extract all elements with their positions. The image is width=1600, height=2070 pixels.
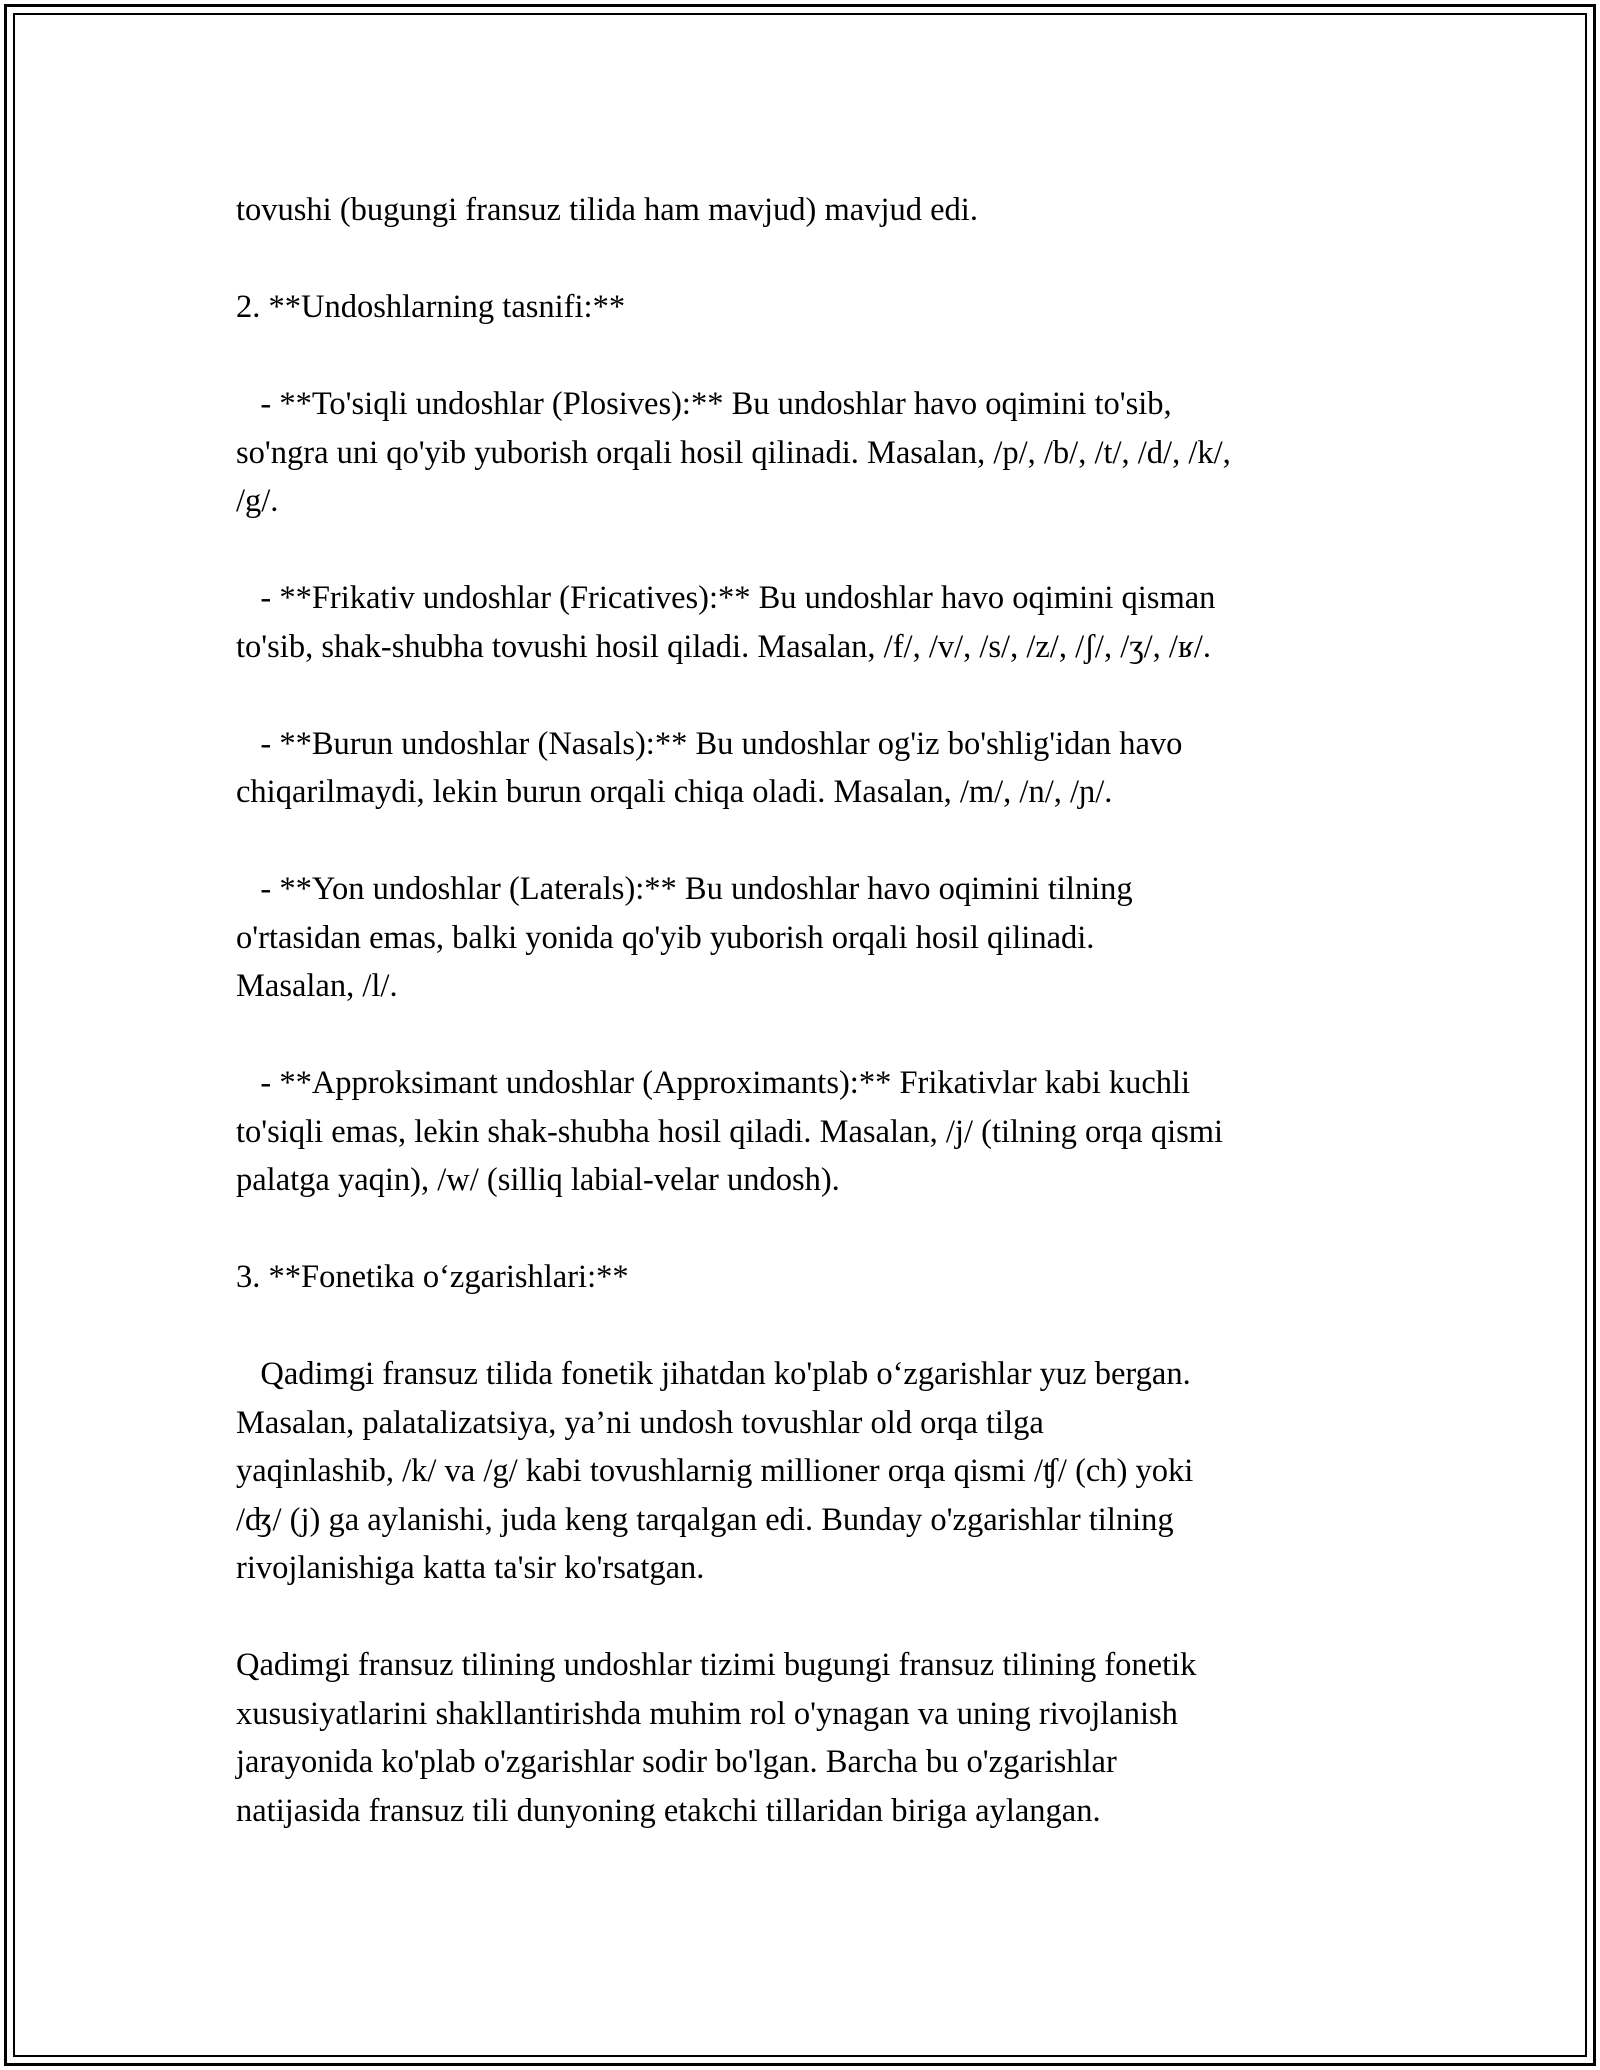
list-item-laterals: - **Yon undoshlar (Laterals):** Bu undoshlar havo oqimini tilning o'rtasidan emas, balki yonida qo'yib yuborish orqali hosil qilinadi. Masalan, /l/. <box>236 871 1133 1004</box>
heading-consonant-classification: 2. **Undoshlarning tasnifi:** <box>236 289 626 325</box>
list-item-approximants: - **Approksimant undoshlar (Approximants):** Frikativlar kabi kuchli to'siqli emas, lekin shak-shubha hosil qiladi. Masalan, /j/ (tilning orqa qismi palatga yaqin), /w/ (silliq labial-velar undosh). <box>236 1065 1224 1198</box>
paragraph-palatalization: Qadimgi fransuz tilida fonetik jihatdan ko'plab o‘zgarishlar yuz bergan. Masalan, palatalizatsiya, ya’ni undosh tovushlar old orqa tilga yaqinlashib, /k/ va /g/ kabi tovushlarnig millioner orqa qismi /ʧ/ (ch) yoki /ʤ/ (j) ga aylanishi, juda keng tarqalgan edi. Bunday o'zgarishlar tilning rivojlanishiga katta ta'sir ko'rsatgan. <box>236 1356 1194 1586</box>
paragraph-conclusion: Qadimgi fransuz tilining undoshlar tizimi bugungi fransuz tilining fonetik xususiyatlarini shakllantirishda muhim rol o'ynagan va uning rivojlanish jarayonida ko'plab o'zgarishlar sodir bo'lgan. Barcha bu o'zgarishlar natijasida fransuz tili dunyoning etakchi tillaridan biriga aylangan. <box>236 1647 1197 1829</box>
paragraph-continuation: tovushi (bugungi fransuz tilida ham mavjud) mavjud edi. <box>236 192 978 228</box>
page-content <box>236 186 1376 1835</box>
list-item-nasals: - **Burun undoshlar (Nasals):** Bu undoshlar og'iz bo'shlig'idan havo chiqarilmaydi, lekin burun orqali chiqa oladi. Masalan, /m/, /n/, /ɲ/. <box>236 725 1183 810</box>
heading-phonetic-changes: 3. **Fonetika o‘zgarishlari:** <box>236 1259 629 1295</box>
list-item-plosives: - **To'siqli undoshlar (Plosives):** Bu undoshlar havo oqimini to'sib, so'ngra uni qo'yib yuborish orqali hosil qilinadi. Masalan, /p/, /b/, /t/, /d/, /k/, /g/. <box>236 386 1231 519</box>
list-item-fricatives: - **Frikativ undoshlar (Fricatives):** Bu undoshlar havo oqimini qisman to'sib, shak-shubha tovushi hosil qiladi. Masalan, /f/, /v/, /s/, /z/, /ʃ/, /ʒ/, /ʁ/. <box>236 580 1216 665</box>
